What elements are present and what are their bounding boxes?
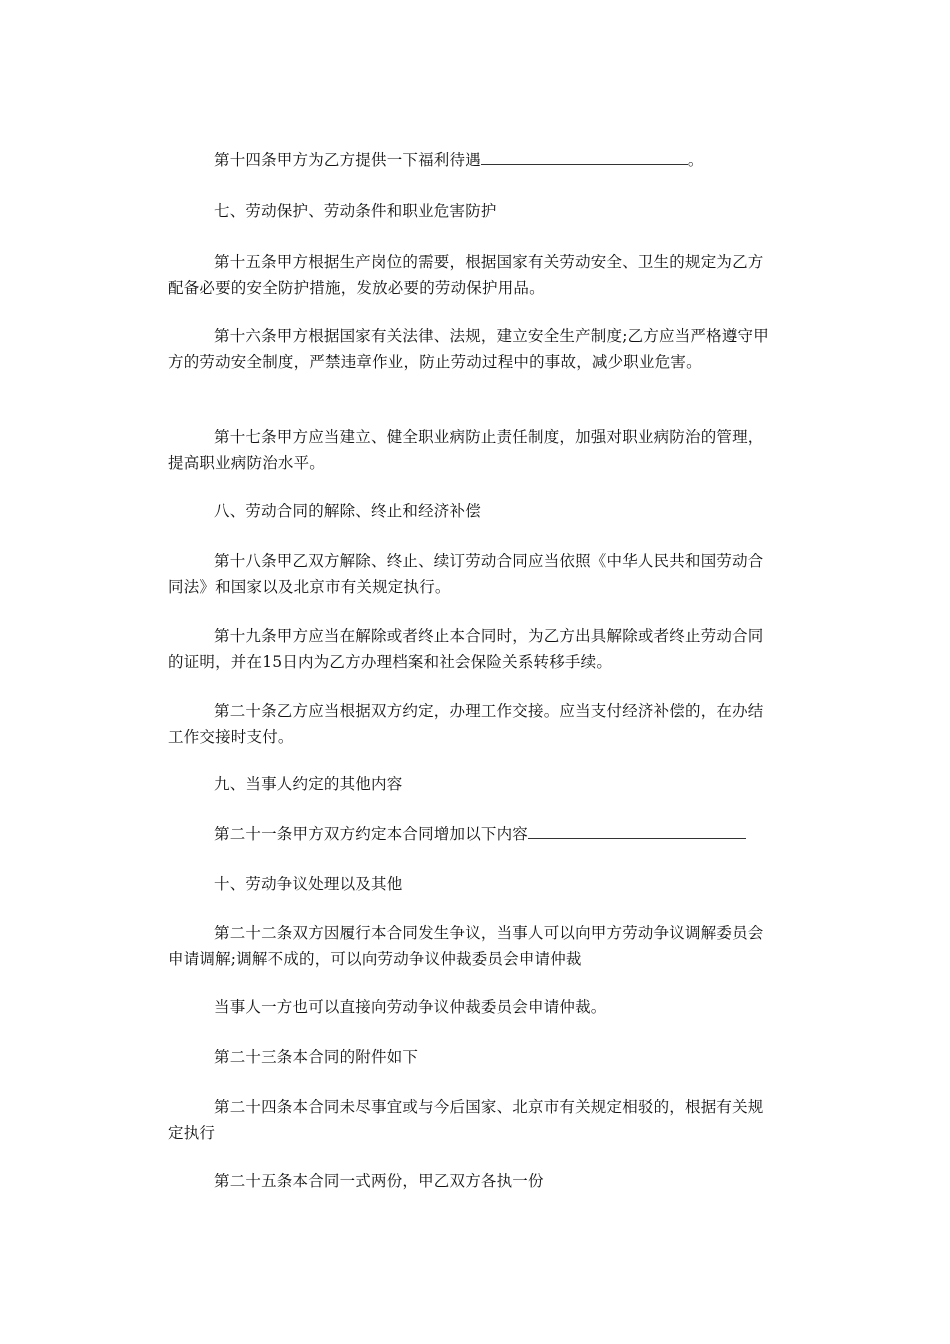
section-heading-7: 七、劳动保护、劳动条件和职业危害防护: [214, 202, 497, 220]
clause-22-continuation: 当事人一方也可以直接向劳动争议仲裁委员会申请仲裁。: [214, 998, 607, 1016]
clause-21: [168, 821, 774, 847]
section-heading-9: 九、当事人约定的其他内容: [214, 775, 403, 793]
clause-15: 第十五条甲方根据生产岗位的需要，根据国家有关劳动安全、卫生的规定为乙方配备必要的安全防护措施，发放必要的劳动保护用品。: [168, 253, 764, 297]
clause-17: 第十七条甲方应当建立、健全职业病防止责任制度，加强对职业病防治的管理，提高职业病防治水平。: [168, 428, 764, 472]
clause-14: [168, 147, 774, 173]
clause-16: 第十六条甲方根据国家有关法律、法规，建立安全生产制度;乙方应当严格遵守甲方的劳动安全制度，严禁违章作业，防止劳动过程中的事故，减少职业危害。: [168, 327, 769, 371]
clause-23: 第二十三条本合同的附件如下: [214, 1048, 419, 1066]
section-heading-8: 八、劳动合同的解除、终止和经济补偿: [214, 502, 481, 520]
clause-14-text: 第十四条甲方为乙方提供一下福利待遇: [214, 151, 481, 169]
clause-14-suffix: 。: [687, 151, 704, 169]
clause-25: 第二十五条本合同一式两份，甲乙双方各执一份: [214, 1172, 544, 1190]
clause-24: 第二十四条本合同未尽事宜或与今后国家、北京市有关规定相驳的，根据有关规定执行: [168, 1098, 764, 1142]
clause-18: 第十八条甲乙双方解除、终止、续订劳动合同应当依照《中华人民共和国劳动合同法》和国家以及北京市有关规定执行。: [168, 552, 764, 596]
clause-20: 第二十条乙方应当根据双方约定，办理工作交接。应当支付经济补偿的，在办结工作交接时支付。: [168, 702, 764, 746]
fill-in-blank-additional-content[interactable]: [528, 824, 746, 839]
clause-19: 第十九条甲方应当在解除或者终止本合同时，为乙方出具解除或者终止劳动合同的证明，并在15日内为乙方办理档案和社会保险关系转移手续。: [168, 627, 764, 671]
fill-in-blank-welfare[interactable]: [481, 150, 688, 165]
clause-21-text: 第二十一条甲方双方约定本合同增加以下内容: [214, 825, 529, 843]
clause-22: 第二十二条双方因履行本合同发生争议，当事人可以向甲方劳动争议调解委员会申请调解;调解不成的，可以向劳动争议仲裁委员会申请仲裁: [168, 924, 764, 968]
section-heading-10: 十、劳动争议处理以及其他: [214, 875, 403, 893]
